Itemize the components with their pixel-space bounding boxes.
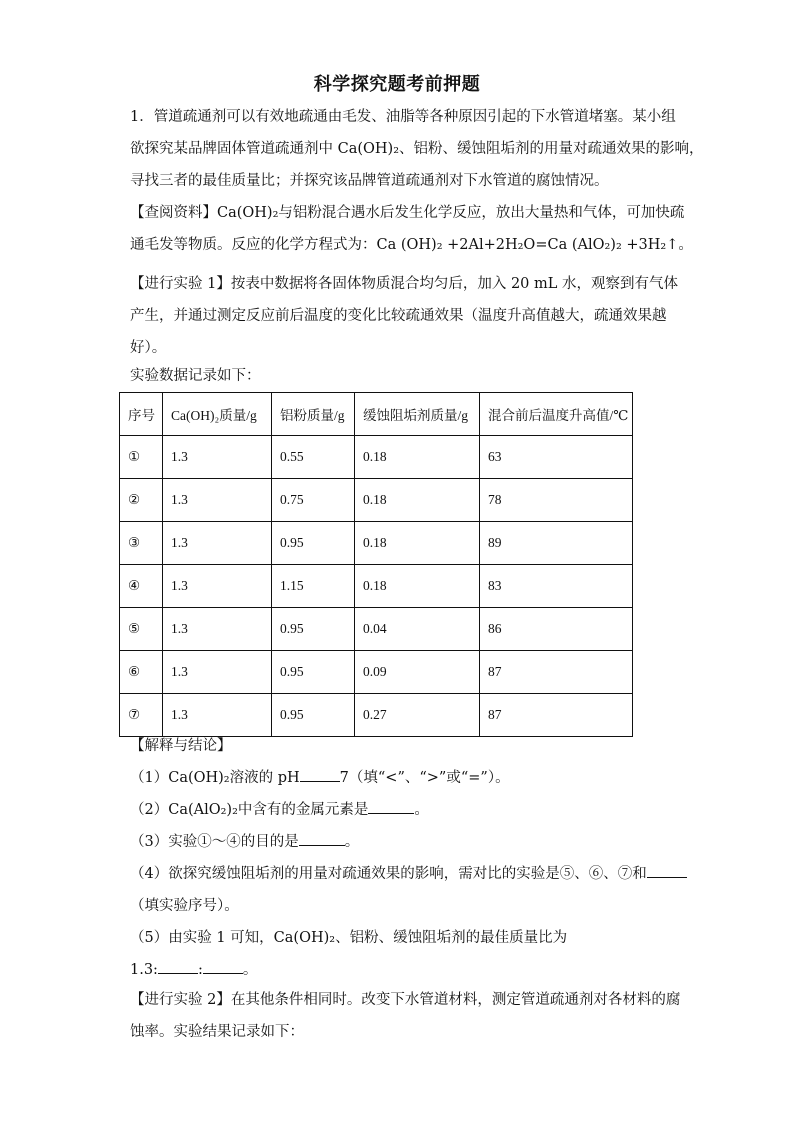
- table-row: [120, 436, 633, 479]
- table-header-cell: 序号: [120, 393, 163, 436]
- table-cell: 89: [480, 522, 633, 565]
- table-cell: 1.3: [163, 479, 272, 522]
- intro-line: 1．管道疏通剂可以有效地疏通由毛发、油脂等各种原因引起的下水管道堵塞。某小组: [130, 109, 676, 125]
- table-header-row: [120, 393, 633, 436]
- conclusion-heading: 【解释与结论】: [130, 738, 232, 754]
- table-header-cell: 缓蚀阻垢剂质量/g: [355, 393, 480, 436]
- table-cell: 87: [480, 651, 633, 694]
- intro-line: 寻找三者的最佳质量比；并探究该品牌管道疏通剂对下水管道的腐蚀情况。: [130, 173, 609, 189]
- answer-blank[interactable]: [300, 767, 340, 782]
- table-cell: 0.75: [272, 479, 355, 522]
- reference-line: 通毛发等物质。反应的化学方程式为：Ca (OH)₂ +2Al+2H₂O=Ca (AlO₂)₂ +3H₂↑。: [130, 237, 693, 253]
- table-cell: 0.18: [355, 436, 480, 479]
- table-cell: ②: [120, 479, 163, 522]
- reference-line: 【查阅资料】Ca(OH)₂与铝粉混合遇水后发生化学反应，放出大量热和气体，可加快疏: [130, 205, 685, 221]
- table-cell: 1.3: [163, 565, 272, 608]
- table-cell: 0.18: [355, 479, 480, 522]
- answer-blank[interactable]: [158, 959, 198, 974]
- table-row: [120, 479, 633, 522]
- ratio-text: 1.3:: [130, 962, 158, 978]
- table-row: [120, 651, 633, 694]
- table-cell: ④: [120, 565, 163, 608]
- sub-question-3: [130, 826, 670, 858]
- table-cell: 1.15: [272, 565, 355, 608]
- table-header-cell: 混合前后温度升高值/℃: [480, 393, 633, 436]
- sub-question-2: [130, 794, 670, 826]
- table-cell: 0.18: [355, 522, 480, 565]
- table-cell: ⑦: [120, 694, 163, 737]
- sub-question-4: [130, 858, 670, 890]
- table-cell: 87: [480, 694, 633, 737]
- table-cell: 1.3: [163, 608, 272, 651]
- table-cell: 0.55: [272, 436, 355, 479]
- experiment-1-section: [130, 268, 678, 364]
- question-intro: [130, 101, 704, 197]
- sub-question-4-cont: （填实验序号）。: [130, 898, 239, 914]
- table-row: [120, 565, 633, 608]
- experiment-line: 产生，并通过测定反应前后温度的变化比较疏通效果（温度升高值越大，疏通效果越: [130, 308, 667, 324]
- table-cell: 63: [480, 436, 633, 479]
- data-table: [119, 392, 633, 737]
- sub-question-5-ratio: [130, 954, 670, 986]
- table-cell: 78: [480, 479, 633, 522]
- table-cell: 0.95: [272, 694, 355, 737]
- sub-question-text: 7（填“<”、“>”或“=”）。: [339, 770, 510, 786]
- table-cell: 83: [480, 565, 633, 608]
- table-cell: ③: [120, 522, 163, 565]
- page-title: 科学探究题考前押题: [313, 74, 481, 95]
- table-cell: 0.95: [272, 522, 355, 565]
- table-cell: 0.95: [272, 651, 355, 694]
- table-header-cell: Ca(OH)₂质量/g: [163, 393, 272, 436]
- table-cell: 0.95: [272, 608, 355, 651]
- table-caption: 实验数据记录如下：: [130, 368, 261, 384]
- sub-question-5: （5）由实验 1 可知，Ca(OH)₂、铝粉、缓蚀阻垢剂的最佳质量比为: [130, 930, 568, 946]
- table-cell: 86: [480, 608, 633, 651]
- table-row: [120, 522, 633, 565]
- sub-question-1: [130, 762, 670, 794]
- conclusion-section: [130, 730, 670, 986]
- intro-line: 欲探究某品牌固体管道疏通剂中 Ca(OH)₂、铝粉、缓蚀阻垢剂的用量对疏通效果的影响，: [130, 141, 704, 157]
- sub-question-text: （4）欲探究缓蚀阻垢剂的用量对疏通效果的影响，需对比的实验是⑤、⑥、⑦和: [130, 866, 647, 882]
- sub-question-text: 。: [414, 802, 429, 818]
- answer-blank[interactable]: [368, 799, 414, 814]
- sub-question-text: 。: [344, 834, 360, 850]
- table-cell: 1.3: [163, 651, 272, 694]
- table-cell: ①: [120, 436, 163, 479]
- sub-question-text: （3）实验①～④的目的是: [130, 834, 299, 850]
- experiment-line: 【进行实验 1】按表中数据将各固体物质混合均匀后，加入 20 mL 水，观察到有气体: [130, 276, 678, 292]
- sub-question-text: （1）Ca(OH)₂溶液的 pH: [130, 770, 300, 786]
- ratio-text: :: [197, 962, 203, 978]
- table-cell: 1.3: [163, 694, 272, 737]
- ratio-text: 。: [242, 962, 258, 978]
- table-cell: 0.18: [355, 565, 480, 608]
- experiment-line: 蚀率。实验结果记录如下：: [130, 1024, 304, 1040]
- experiment-line: 好）。: [130, 340, 167, 356]
- experiment-line: 【进行实验 2】在其他条件相同时。改变下水管道材料，测定管道疏通剂对各材料的腐: [130, 992, 681, 1008]
- reference-section: [130, 197, 693, 261]
- answer-blank[interactable]: [299, 831, 345, 846]
- table-cell: 1.3: [163, 522, 272, 565]
- experiment-2-section: [130, 984, 681, 1048]
- answer-blank[interactable]: [203, 959, 243, 974]
- table-cell: 0.04: [355, 608, 480, 651]
- answer-blank[interactable]: [647, 863, 687, 878]
- table-cell: ⑤: [120, 608, 163, 651]
- table-row: [120, 608, 633, 651]
- table-cell: 0.09: [355, 651, 480, 694]
- table-cell: 1.3: [163, 436, 272, 479]
- sub-question-text: （2）Ca(AlO₂)₂中含有的金属元素是: [130, 802, 369, 818]
- table-header-cell: 铝粉质量/g: [272, 393, 355, 436]
- table-cell: 0.27: [355, 694, 480, 737]
- table-cell: ⑥: [120, 651, 163, 694]
